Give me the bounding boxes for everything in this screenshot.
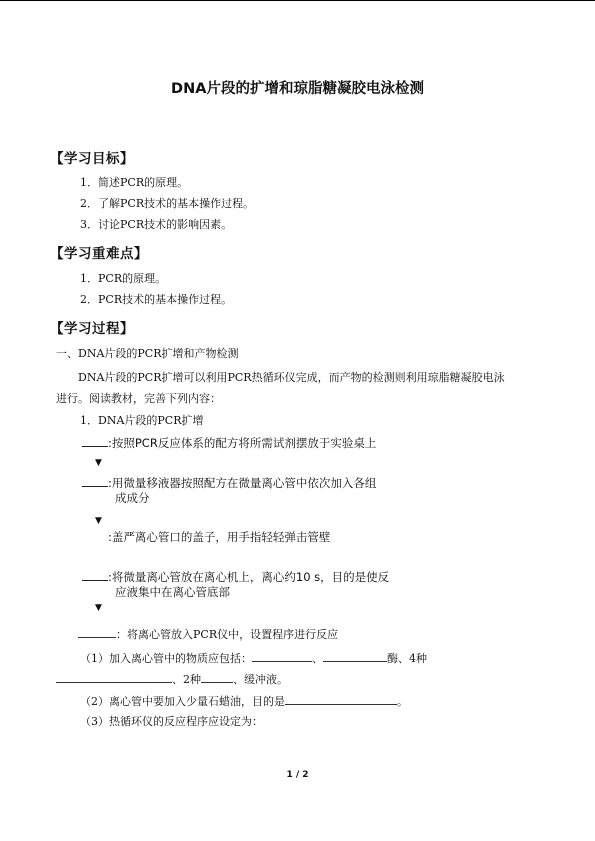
subsection-1-title: 1．DNA片段的PCR扩增	[80, 414, 204, 427]
question-2-end: 。	[397, 695, 408, 708]
flow-arrow-1: ▼	[95, 458, 102, 468]
flow-step-4	[82, 568, 389, 585]
goals-heading: 【学习目标】	[50, 151, 134, 167]
flow-step-1	[82, 434, 376, 451]
flow-step-3	[108, 530, 330, 545]
flow-step-4-text: :将微量离心管放在离心机上，离心约10 s，目的是使反	[108, 570, 390, 584]
question-3: （3）热循环仪的反应程序应设定为：	[80, 715, 263, 728]
flow-step-4-cont: 应液集中在离心管底部	[115, 585, 230, 599]
flow-step-2-blank[interactable]	[82, 474, 108, 487]
flow-arrow-3: ▼	[95, 603, 102, 613]
process-heading: 【学习过程】	[50, 321, 134, 337]
top-rule	[0, 0, 595, 1]
goal-item-1: 1．简述PCR的原理。	[80, 176, 189, 189]
question-1-cont	[56, 671, 288, 687]
question-1-blank-4[interactable]	[201, 671, 233, 683]
question-1-enzyme-text: 酶、4种	[387, 652, 427, 665]
question-1-separator: 、	[312, 652, 323, 665]
part1-title: 一、DNA片段的PCR扩增和产物检测	[56, 347, 239, 360]
flow-step-2	[82, 474, 376, 491]
question-1	[80, 650, 427, 666]
question-1-prompt: （1）加入离心管中的物质应包括：	[80, 652, 252, 665]
flow-step-2-text: :用微量移液器按照配方在微量离心管中依次加入各组	[108, 476, 377, 490]
flow-step-1-text: :按照PCR反应体系的配方将所需试剂摆放于实验桌上	[108, 436, 377, 450]
flow-step-4-blank[interactable]	[82, 568, 108, 581]
intro-line-1: DNA片段的PCR扩增可以利用PCR热循环仪完成，而产物的检测则利用琼脂糖凝胶电泳	[78, 371, 505, 384]
document-title: DNA片段的扩增和琼脂糖凝胶电泳检测	[171, 81, 424, 97]
page-number: 1 / 2	[286, 770, 309, 780]
key-point-item-1: 1．PCR的原理。	[80, 272, 167, 285]
question-2-blank[interactable]	[285, 693, 397, 705]
flow-arrow-2: ▼	[95, 516, 102, 526]
flow-step-5-blank[interactable]	[78, 626, 116, 638]
flow-step-1-blank[interactable]	[82, 434, 108, 447]
question-2	[80, 693, 408, 709]
flow-step-5-text: ：将离心管放入PCR仪中，设置程序进行反应	[116, 628, 339, 641]
question-2-prompt: （2）离心管中要加入少量石蜡油，目的是	[80, 695, 285, 708]
question-1-primer-text: 、2种	[172, 673, 201, 686]
question-1-blank-3[interactable]	[56, 671, 172, 683]
flow-step-3-text: :盖严离心管口的盖子，用手指轻轻弹击管壁	[108, 530, 331, 544]
question-1-buffer-text: 、缓冲液。	[233, 673, 288, 686]
flow-step-2-cont: 成成分	[115, 491, 150, 505]
question-1-blank-1[interactable]	[252, 650, 312, 662]
goal-item-3: 3．讨论PCR技术的影响因素。	[80, 218, 233, 231]
key-points-heading: 【学习重难点】	[50, 246, 148, 262]
intro-line-2: 进行。阅读教材，完善下列内容：	[56, 392, 221, 405]
question-1-blank-2[interactable]	[323, 650, 387, 662]
goal-item-2: 2．了解PCR技术的基本操作过程。	[80, 197, 255, 210]
key-point-item-2: 2．PCR技术的基本操作过程。	[80, 293, 233, 306]
flow-step-5	[78, 626, 338, 642]
